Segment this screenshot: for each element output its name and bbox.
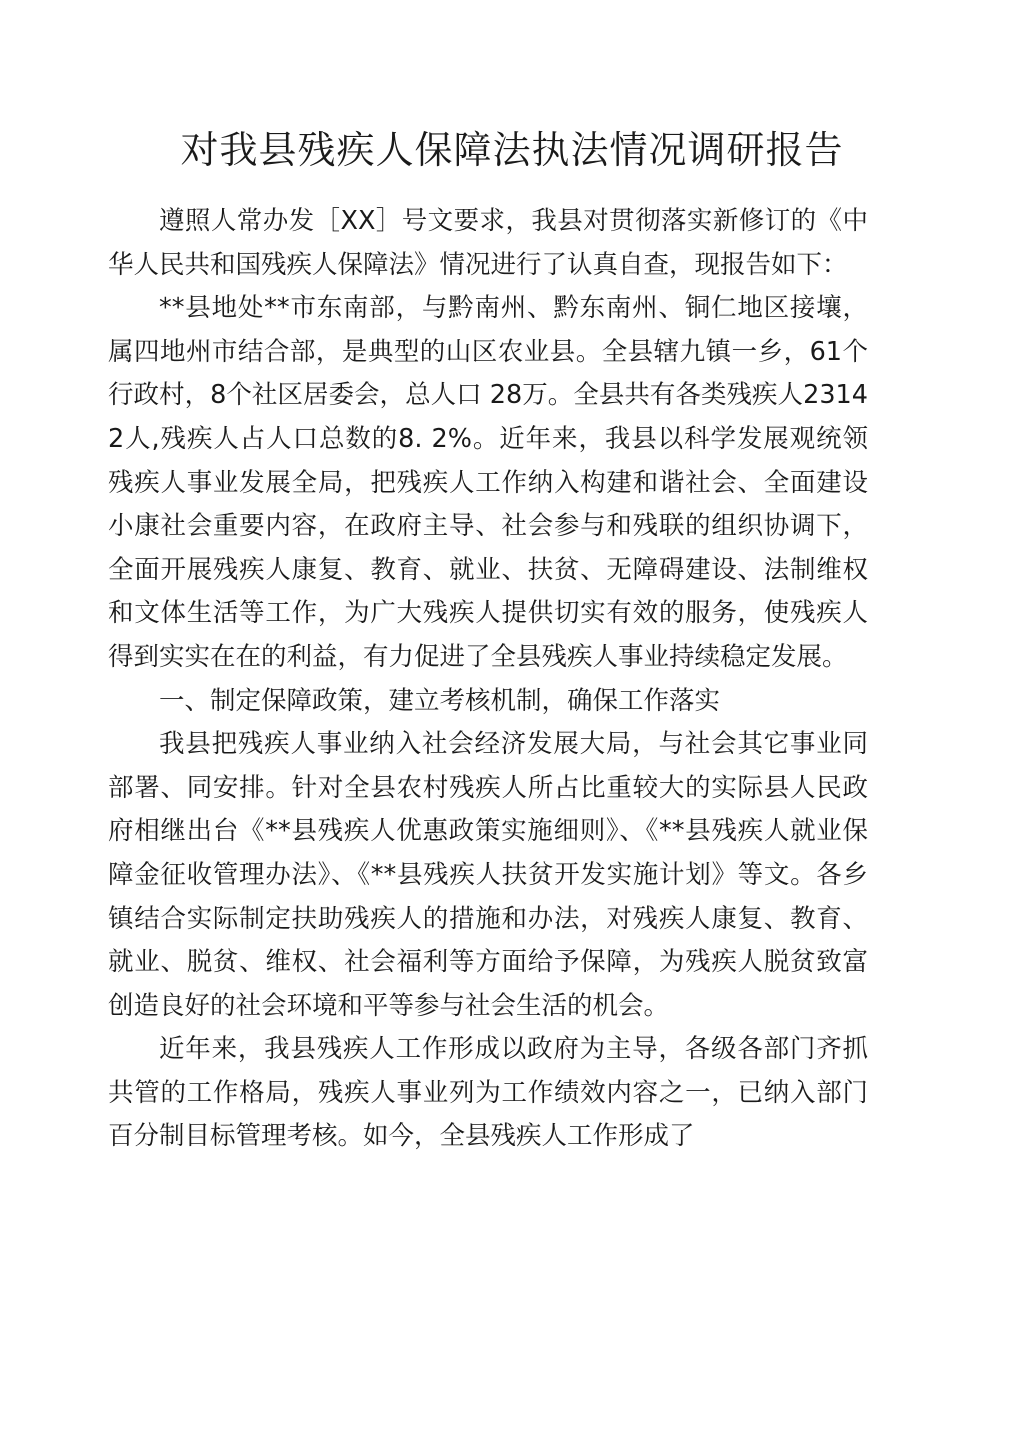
- document-title: 对我县残疾人保障法执法情况调研报告: [180, 128, 844, 172]
- paragraph-policy: 我县把残疾人事业纳入社会经济发展大局，与社会其它事业同部署、同安排。针对全县农村残疾人所占比重较大的实际县人民政府相继出台《**县残疾人优惠政策实施细则》、《**县残疾人就业保障金征收管理办法》、《**县残疾人扶贫开发实施计划》等文。各乡镇结合实际制定扶助残疾人的措施和办法，对残疾人康复、教育、就业、脱贫、维权、社会福利等方面给予保障，为残疾人脱贫致富创造良好的社会环境和平等参与社会生活的机会。: [108, 729, 868, 1021]
- section-heading-1: 一、制定保障政策，建立考核机制，确保工作落实: [159, 685, 721, 716]
- paragraph-work-pattern: 近年来，我县残疾人工作形成以政府为主导，各级各部门齐抓共管的工作格局，残疾人事业列为工作绩效内容之一，已纳入部门百分制目标管理考核。如今，全县残疾人工作形成了: [108, 1034, 868, 1152]
- paragraph-county-overview: **县地处**市东南部，与黔南州、黔东南州、铜仁地区接壤，属四地州市结合部，是典型的山区农业县。全县辖九镇一乡，61个行政村，8个社区居委会，总人口 28万。全县共有各类残疾人23142人,残疾人占人口总数的8. 2%。近年来，我县以科学发展观统领残疾人事业发展全局，把残疾人工作纳入构建和谐社会、全面建设小康社会重要内容，在政府主导、社会参与和残联的组织协调下，全面开展残疾人康复、教育、就业、扶贫、无障碍建设、法制维权和文体生活等工作，为广大残疾人提供切实有效的服务，使残疾人得到实实在在的利益，有力促进了全县残疾人事业持续稳定发展。: [108, 293, 868, 672]
- paragraph-intro: 遵照人常办发［XX］号文要求，我县对贯彻落实新修订的《中华人民共和国残疾人保障法》情况进行了认真自查，现报告如下：: [108, 206, 868, 280]
- document-body: [108, 200, 868, 1159]
